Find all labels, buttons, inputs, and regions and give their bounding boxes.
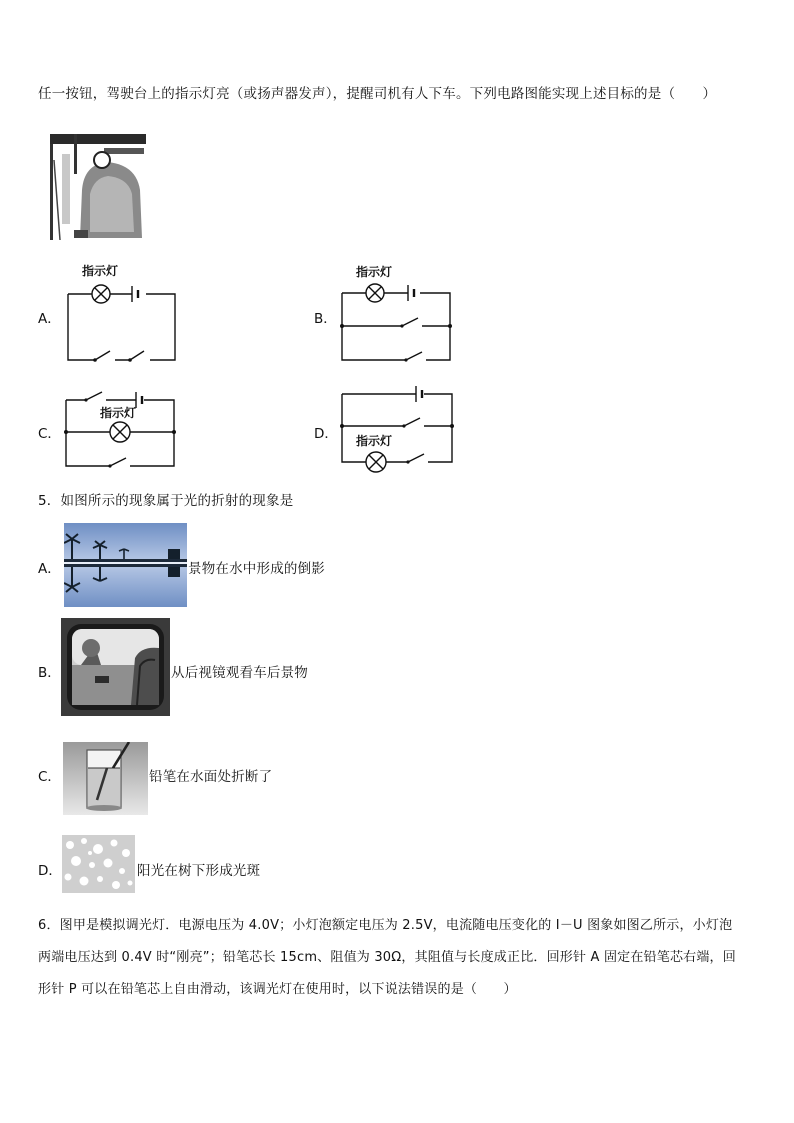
circuit-d-lamp-label: 指示灯 bbox=[356, 434, 393, 448]
q4-option-a-letter: A． bbox=[38, 311, 61, 327]
circuit-c-diagram bbox=[60, 386, 185, 472]
q5-option-b-text: 从后视镜观看车后景物 bbox=[171, 665, 308, 681]
q4-option-c-letter: C． bbox=[38, 426, 61, 442]
circuit-b-diagram bbox=[336, 262, 461, 368]
q6-line-3: 形针 P 可以在铅笔芯上自由滑动，该调光灯在使用时，以下说法错误的是（ ） bbox=[38, 982, 517, 997]
rear-view-mirror-photo bbox=[61, 618, 170, 716]
circuit-b-lamp-label: 指示灯 bbox=[356, 265, 393, 279]
bus-button-photo bbox=[44, 120, 152, 242]
q5-option-d-letter: D． bbox=[38, 863, 62, 879]
q6-line-2: 两端电压达到 0.4V 时“刚亮”；铅笔芯长 15cm、阻值为 30Ω，其阻值与长度成正比．回形针 A 固定在铅笔芯右端，回 bbox=[38, 950, 736, 965]
circuit-c-lamp-label: 指示灯 bbox=[100, 406, 137, 420]
q4-option-b-letter: B． bbox=[314, 311, 337, 327]
pencil-in-water-photo bbox=[63, 742, 148, 815]
q5-option-c-text: 铅笔在水面处折断了 bbox=[149, 769, 273, 785]
q4-option-d-letter: D． bbox=[314, 426, 338, 442]
light-spots-photo bbox=[62, 835, 135, 893]
water-reflection-photo bbox=[64, 523, 187, 607]
circuit-d-diagram bbox=[336, 382, 461, 474]
q5-option-d-text: 阳光在树下形成光斑 bbox=[137, 863, 261, 879]
q5-option-a-letter: A． bbox=[38, 561, 61, 577]
circuit-a-diagram bbox=[60, 260, 190, 370]
circuit-a-lamp-label: 指示灯 bbox=[82, 264, 119, 278]
q5-option-a-text: 景物在水中形成的倒影 bbox=[188, 561, 325, 577]
q4-stem-text: 任一按钮，驾驶台上的指示灯亮（或扬声器发声），提醒司机有人下车。下列电路图能实现上述目标的是（ ） bbox=[38, 86, 717, 102]
q5-option-b-letter: B． bbox=[38, 665, 61, 681]
q5-stem: 5．如图所示的现象属于光的折射的现象是 bbox=[38, 493, 294, 509]
q5-option-c-letter: C． bbox=[38, 769, 61, 785]
q6-line-1: 6．图甲是模拟调光灯．电源电压为 4.0V；小灯泡额定电压为 2.5V，电流随电压变化的 I－U 图象如图乙所示，小灯泡 bbox=[38, 918, 733, 933]
